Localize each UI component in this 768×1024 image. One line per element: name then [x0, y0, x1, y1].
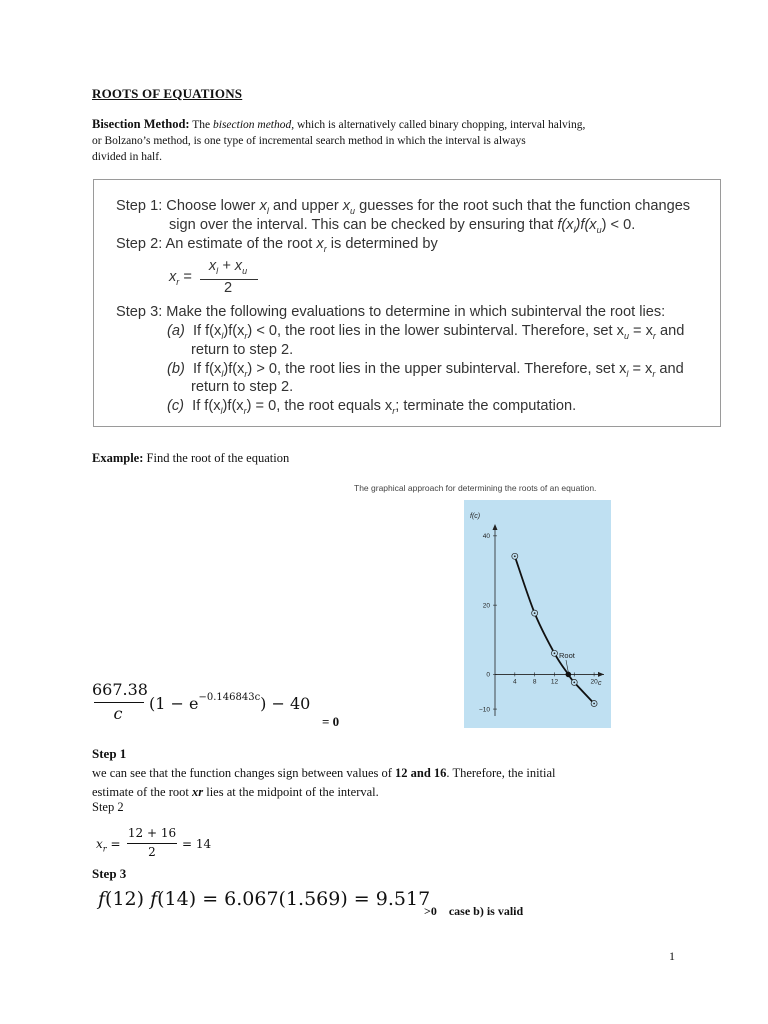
step1-line1 [116, 198, 690, 216]
a-sub3: u [623, 330, 629, 341]
eq-numerator: 667.38 [92, 680, 148, 699]
s2-num: x [208, 258, 217, 274]
xr-rhs: = 14 [182, 837, 212, 851]
s2-xr-sub: r [323, 243, 327, 254]
s1-f: )f(x [575, 217, 597, 233]
s1-xu: x [342, 198, 351, 214]
s1-c: guesses for the root such that the function changes [355, 198, 691, 214]
case-c-line [167, 398, 576, 416]
s1-b: and upper [268, 198, 343, 214]
xr-lhs-sub: r [102, 844, 107, 854]
midpoint-numerator [198, 258, 258, 276]
eq-body-close: ) − 40 [260, 694, 311, 713]
eq-body [149, 691, 311, 713]
intro-paragraph [92, 116, 692, 165]
b-text5: and [655, 361, 684, 377]
s2-plus: + x [218, 258, 243, 274]
f12-arg: (12) [105, 888, 145, 910]
y-tick-label: 0 [486, 671, 490, 679]
b-sub1: l [221, 368, 224, 379]
b-sub2: r [244, 368, 248, 379]
eq-fraction-bar [94, 702, 144, 703]
b-sub3: l [626, 368, 629, 379]
s1-h: ) < 0. [601, 217, 636, 233]
a-sub4: r [652, 330, 656, 341]
step1-heading: Step 1 [92, 746, 127, 761]
intro-text1-post: which is alternatively called binary chopping, interval halving, [294, 119, 586, 131]
x-axis-label: c [598, 680, 602, 687]
step1-b2: xr [191, 785, 204, 799]
eq-denominator: c [113, 704, 123, 723]
a-text1: If f(x [192, 323, 222, 339]
s2-num-l: l [216, 265, 219, 276]
x-tick-label: 8 [532, 678, 537, 686]
example-label: Example: [92, 451, 144, 465]
f14: f [144, 888, 158, 910]
s1-g: u [596, 224, 602, 235]
a-sub1: l [221, 330, 224, 341]
product-equation [98, 888, 430, 910]
a-text4: = x [628, 323, 653, 339]
y-tick-label: −10 [478, 706, 490, 714]
case-conclusion: >0 case b) is valid [424, 904, 524, 918]
s1-a: Step 1: Choose lower [116, 198, 260, 214]
s2-a: Step 2: An estimate of the root [116, 236, 317, 252]
step1-b1: 12 and 16 [395, 766, 447, 780]
step3-line: Step 3: Make the following evaluations to determine in which subinterval the root lies: [116, 304, 666, 320]
page-title: ROOTS OF EQUATIONS [92, 86, 243, 101]
case-a-cont: return to step 2. [191, 342, 294, 358]
b-sub4: r [652, 368, 656, 379]
eq-body-open: (1 − e [149, 694, 199, 713]
case-c-label: (c) [167, 398, 185, 414]
f14-arg: (14) [157, 888, 197, 910]
s1-e: l [573, 224, 576, 235]
x-tick-label: 12 [550, 678, 559, 686]
example-text: Find the root of the equation [143, 451, 290, 465]
data-point-center [554, 652, 556, 654]
step3-heading: Step 3 [92, 866, 127, 881]
case-b-cont: return to step 2. [191, 379, 294, 395]
example-line [92, 451, 289, 466]
page-number: 1 [669, 949, 675, 963]
s1-xu-sub: u [350, 205, 356, 216]
s2-num-u: u [242, 265, 248, 276]
step2-line [116, 236, 438, 254]
s2-b: is determined by [326, 236, 438, 252]
data-point-center [514, 555, 516, 557]
s2-lhs: x [169, 269, 177, 285]
s1-d: sign over the interval. This can be checked by ensuring that [169, 217, 558, 233]
c-sub1: l [220, 405, 223, 416]
step2-heading: Step 2 [92, 800, 124, 814]
xr-fraction-bar [127, 843, 177, 844]
step1-line2 [169, 217, 635, 235]
midpoint-denominator: 2 [223, 280, 233, 296]
intro-line-1 [92, 116, 692, 133]
root-label: Root [559, 651, 575, 660]
f12: f [98, 888, 106, 910]
c-text1: If f(x [192, 398, 221, 414]
s2-eq: = [183, 269, 192, 285]
product-rhs: = 6.067(1.569) = 9.517 [196, 888, 431, 910]
equation-equals-zero: = 0 [322, 714, 340, 729]
c-text4: ; terminate the computation. [395, 398, 577, 414]
a-text5: and [655, 323, 685, 339]
intro-em: bisection method, [213, 119, 295, 131]
c-sub2: r [243, 405, 247, 416]
algorithm-steps-box [93, 179, 721, 427]
xr-eq-sign: = [110, 837, 121, 851]
s1-xl: x [259, 198, 267, 214]
data-point-center [534, 612, 536, 614]
data-point-center [593, 703, 595, 705]
x-tick-label: 4 [513, 678, 517, 686]
case-b-line [167, 361, 684, 379]
eq-exponent: −0.146843c [198, 691, 261, 703]
s1-cond: f(x [557, 217, 574, 233]
root-point [566, 672, 572, 678]
s1-xl-sub: l [266, 205, 269, 216]
c-text2: )f(x [222, 398, 244, 414]
case-a-line [167, 323, 684, 341]
intro-heading: Bisection Method: [92, 117, 190, 131]
a-sub2: r [244, 330, 248, 341]
c-text3: ) = 0, the root equals x [246, 398, 393, 414]
step1-text [92, 764, 692, 802]
case-b-label: (b) [167, 361, 185, 377]
step1-t3: estimate of the root [92, 785, 192, 799]
b-text2: )f(x [223, 361, 245, 377]
graph-caption: The graphical approach for determining the roots of an equation. [354, 483, 597, 493]
midpoint-lhs [169, 269, 192, 287]
step1-t1: we can see that the function changes sign between values of [92, 766, 396, 780]
xr-denominator: 2 [148, 845, 156, 859]
b-text4: = x [628, 361, 653, 377]
y-tick-label: 20 [482, 602, 490, 610]
case-a-label: (a) [167, 323, 185, 339]
s2-lhs-sub: r [176, 276, 180, 287]
xr-lhs-x: x [96, 837, 103, 851]
a-text2: )f(x [223, 323, 245, 339]
intro-line-2: or Bolzano’s method, is one type of incremental search method in which the interval is always [92, 135, 526, 147]
y-tick-label: 40 [482, 533, 490, 541]
intro-text1-pre: The [192, 119, 213, 131]
data-point-center [573, 681, 575, 683]
step1-t2: . Therefore, the initial [446, 766, 556, 780]
c-sub3: r [392, 405, 396, 416]
b-text3: ) > 0, the root lies in the upper subinterval. Therefore, set x [247, 361, 627, 377]
intro-line-3: divided in half. [92, 151, 162, 163]
x-tick-label: 20 [590, 678, 598, 686]
y-axis-label: f(c) [470, 513, 481, 520]
step1-t4: lies at the midpoint of the interval. [203, 785, 379, 799]
s2-xr: x [316, 236, 324, 252]
a-text3: ) < 0, the root lies in the lower subinterval. Therefore, set x [247, 323, 624, 339]
root-graph [464, 500, 611, 728]
xr-numerator: 12 + 16 [127, 826, 177, 840]
xr-lhs [96, 837, 121, 853]
b-text1: If f(x [192, 361, 222, 377]
